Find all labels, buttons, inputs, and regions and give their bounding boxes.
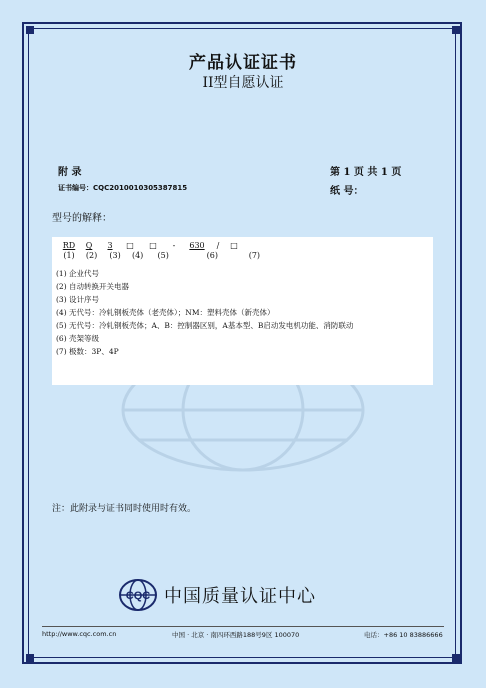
footer-address: 中国 · 北京 · 南四环西路188号9区 100070 [172,631,300,639]
code-part: Q [85,241,93,250]
model-code-row [60,241,244,250]
list-item: (3) 设计序号 [56,295,100,304]
appendix-label: 附 录 [58,167,82,178]
code-number: (7) [248,251,261,260]
cqc-logo-block [118,578,316,612]
certificate-subtitle: II型自愿认证 [202,75,284,91]
code-part: / [216,241,220,250]
code-number: (4) [131,251,144,260]
code-part: □ [126,241,134,250]
page-label: 第 1 页 共 1 页 [330,167,402,178]
code-part: □ [230,241,238,250]
paper-number-label: 纸 号： [330,186,364,197]
list-item: (6) 壳架等级 [56,334,100,343]
corner-ornament-br [452,654,460,662]
footer-phone: 电话：+86 10 83886666 [364,631,443,639]
code-number: (5) [157,251,169,260]
certificate-number: 证书编号：CQC2010010305387815 [58,184,188,192]
code-part: 630 [189,241,205,250]
validity-note: 注：此附录与证书同时使用时有效。 [52,504,197,514]
footer-website: http://www.cqc.com.cn [42,630,117,638]
model-explanation-box [52,237,433,385]
footer-divider [42,626,444,627]
list-item: (1) 企业代号 [56,269,100,278]
code-part: 3 [107,241,113,250]
cqc-globe-logo [118,578,158,612]
organization-name: 中国质量认证中心 [164,586,316,607]
code-number: (1) [63,251,75,260]
code-part: RD [62,241,76,250]
logo-text: CQC [125,590,151,602]
code-number: (6) [206,251,218,260]
certificate-title: 产品认证证书 [189,53,297,73]
list-item: (4) 无代号：冷轧钢板壳体（老壳体）；NM：塑料壳体（新壳体） [56,308,275,317]
code-number-row [60,251,264,260]
code-part: - [172,241,176,250]
explanation-list [52,267,433,358]
code-number: (2) [85,251,98,260]
list-item: (2) 自动转换开关电器 [56,282,130,291]
corner-ornament-tl [26,26,34,34]
list-item: (5) 无代号：冷轧钢板壳体；A、B：控制器区别，A基本型、B启动发电机功能、消防联动 [56,321,354,330]
corner-ornament-tr [452,26,460,34]
corner-ornament-bl [26,654,34,662]
code-number: (3) [109,251,121,260]
list-item: (7) 极数：3P、4P [56,347,119,356]
explanation-title: 型号的解释： [52,213,112,224]
code-part: □ [149,241,157,250]
